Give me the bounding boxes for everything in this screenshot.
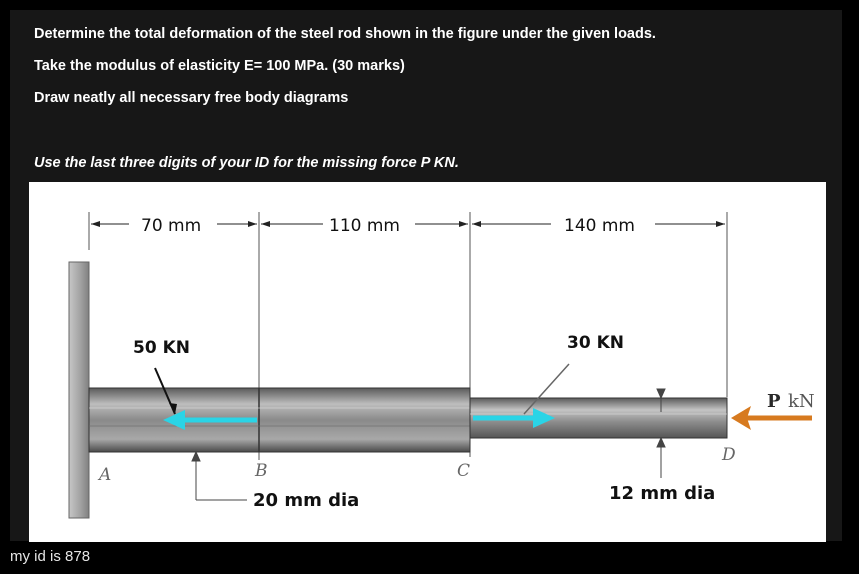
id-comment: my id is 878: [10, 548, 91, 565]
question-line-4: Use the last three digits of your ID for the missing force P KN.: [34, 155, 459, 171]
diameter-label-small: 12 mm dia: [609, 483, 716, 504]
question-line-3: Draw neatly all necessary free body diagrams: [34, 90, 349, 106]
rod-diagram: [29, 182, 826, 542]
dimension-bc: 110 mm: [329, 216, 400, 236]
question-panel: [10, 10, 842, 541]
rod-figure: [29, 182, 826, 542]
force-label-p: P kN: [767, 391, 815, 412]
force-label-30kn: 30 KN: [567, 333, 624, 353]
dimension-cd: 140 mm: [564, 216, 635, 236]
point-d: D: [722, 445, 736, 465]
point-c: C: [457, 461, 471, 481]
force-label-50kn: 50 KN: [133, 338, 190, 358]
question-line-1: Determine the total deformation of the steel rod shown in the figure under the given loads.: [34, 26, 656, 42]
point-b: B: [255, 461, 268, 481]
point-a: A: [99, 465, 112, 485]
question-line-2: Take the modulus of elasticity E= 100 MPa. (30 marks): [34, 58, 405, 74]
rod-large-diameter: [89, 388, 470, 452]
fixed-wall: [69, 262, 89, 518]
diameter-label-large: 20 mm dia: [253, 490, 360, 511]
dimension-ab: 70 mm: [141, 216, 202, 236]
